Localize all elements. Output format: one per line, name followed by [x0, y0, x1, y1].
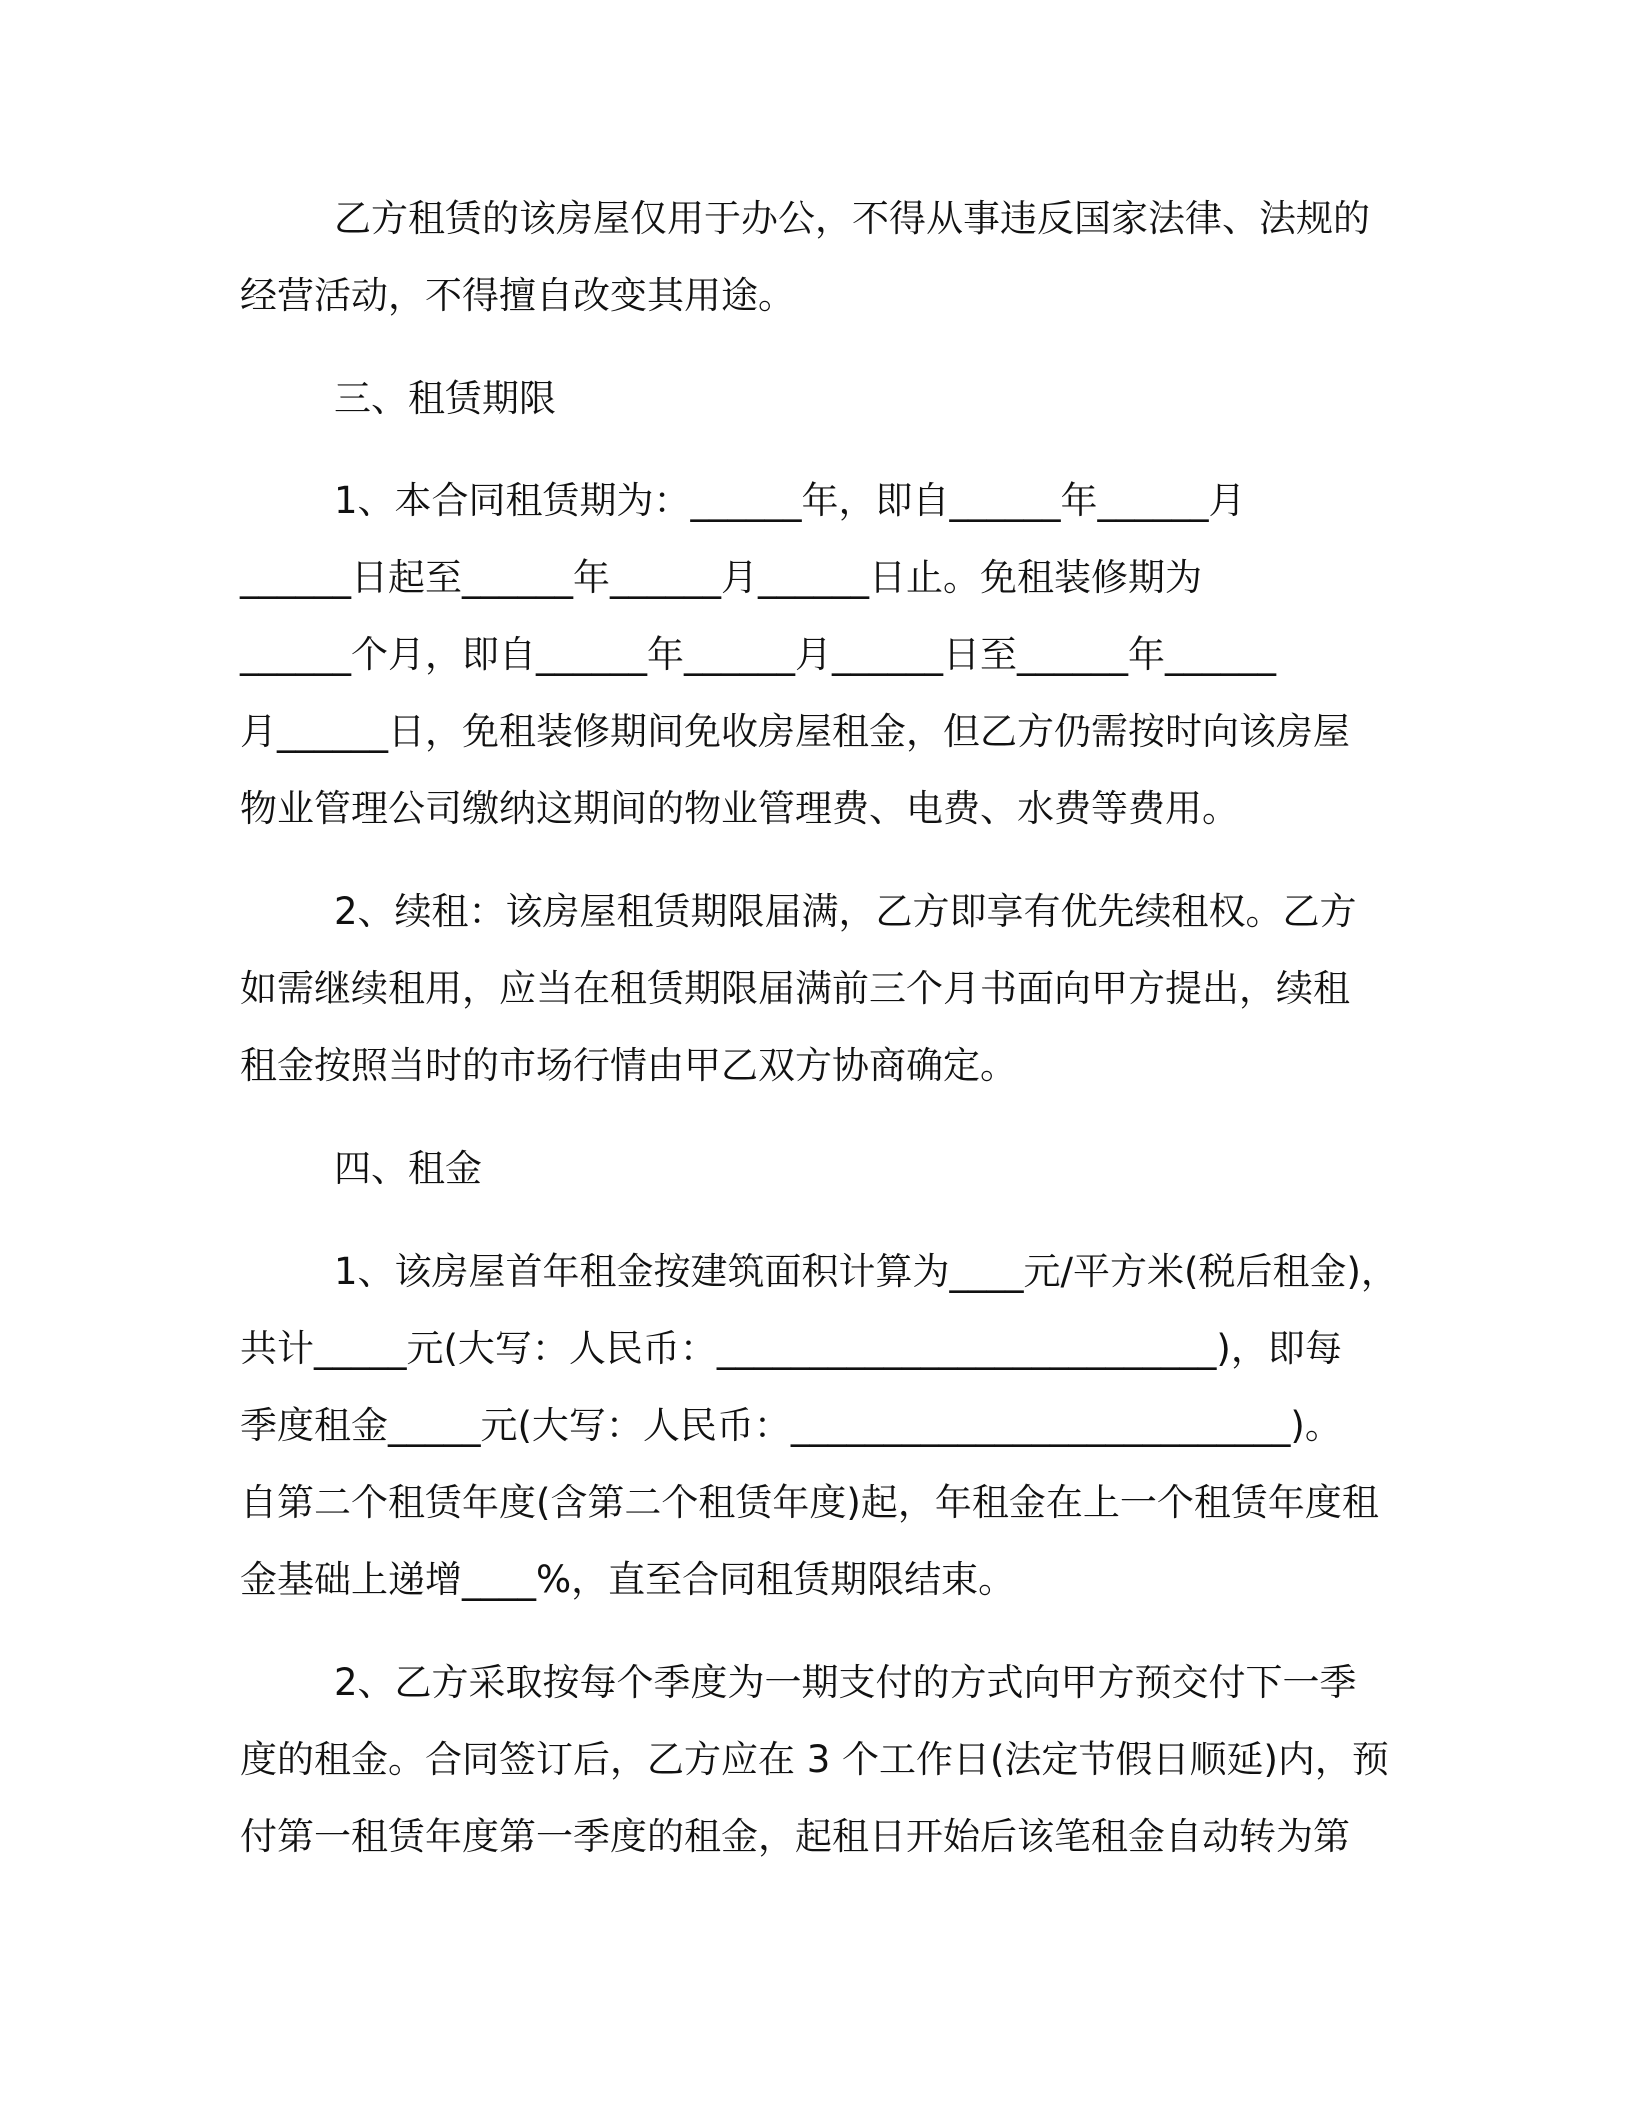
- section-heading-lease-term: 三、租赁期限: [334, 377, 556, 420]
- para-term-line-3: ______个月，即自______年______月______日至______年______: [240, 633, 1276, 676]
- para-payment-line-3: 付第一租赁年度第一季度的租金，起租日开始后该笔租金自动转为第: [240, 1815, 1350, 1858]
- para-term-line-2: ______日起至______年______月______日止。免租装修期为: [240, 556, 1202, 599]
- para-payment-line-1: 2、乙方采取按每个季度为一期支付的方式向甲方预交付下一季: [334, 1661, 1357, 1704]
- para-payment-line-2: 度的租金。合同签订后，乙方应在 3 个工作日(法定节假日顺延)内，预: [240, 1738, 1389, 1781]
- para-rent-line-5: 金基础上递增____%，直至合同租赁期限结束。: [240, 1558, 1016, 1601]
- para-usage-line-2: 经营活动，不得擅自改变其用途。: [240, 274, 795, 317]
- para-usage-line-1: 乙方租赁的该房屋仅用于办公，不得从事违反国家法律、法规的: [334, 197, 1370, 240]
- section-heading-rent: 四、租金: [334, 1147, 482, 1190]
- para-term-line-1: 1、本合同租赁期为：______年，即自______年______月: [334, 479, 1246, 522]
- para-term-line-4: 月______日，免租装修期间免收房屋租金，但乙方仍需按时向该房屋: [240, 710, 1350, 753]
- para-rent-line-2: 共计_____元(大写：人民币：___________________________)，即每: [240, 1327, 1342, 1370]
- para-rent-line-3: 季度租金_____元(大写：人民币：___________________________)。: [240, 1404, 1342, 1447]
- para-rent-line-4: 自第二个租赁年度(含第二个租赁年度)起，年租金在上一个租赁年度租: [240, 1481, 1379, 1524]
- para-renewal-line-3: 租金按照当时的市场行情由甲乙双方协商确定。: [240, 1044, 1017, 1087]
- para-renewal-line-1: 2、续租：该房屋租赁期限届满，乙方即享有优先续租权。乙方: [334, 890, 1357, 933]
- para-term-line-5: 物业管理公司缴纳这期间的物业管理费、电费、水费等费用。: [240, 787, 1239, 830]
- para-rent-line-1: 1、该房屋首年租金按建筑面积计算为____元/平方米(税后租金)，: [334, 1250, 1398, 1293]
- para-renewal-line-2: 如需继续租用，应当在租赁期限届满前三个月书面向甲方提出，续租: [240, 967, 1350, 1010]
